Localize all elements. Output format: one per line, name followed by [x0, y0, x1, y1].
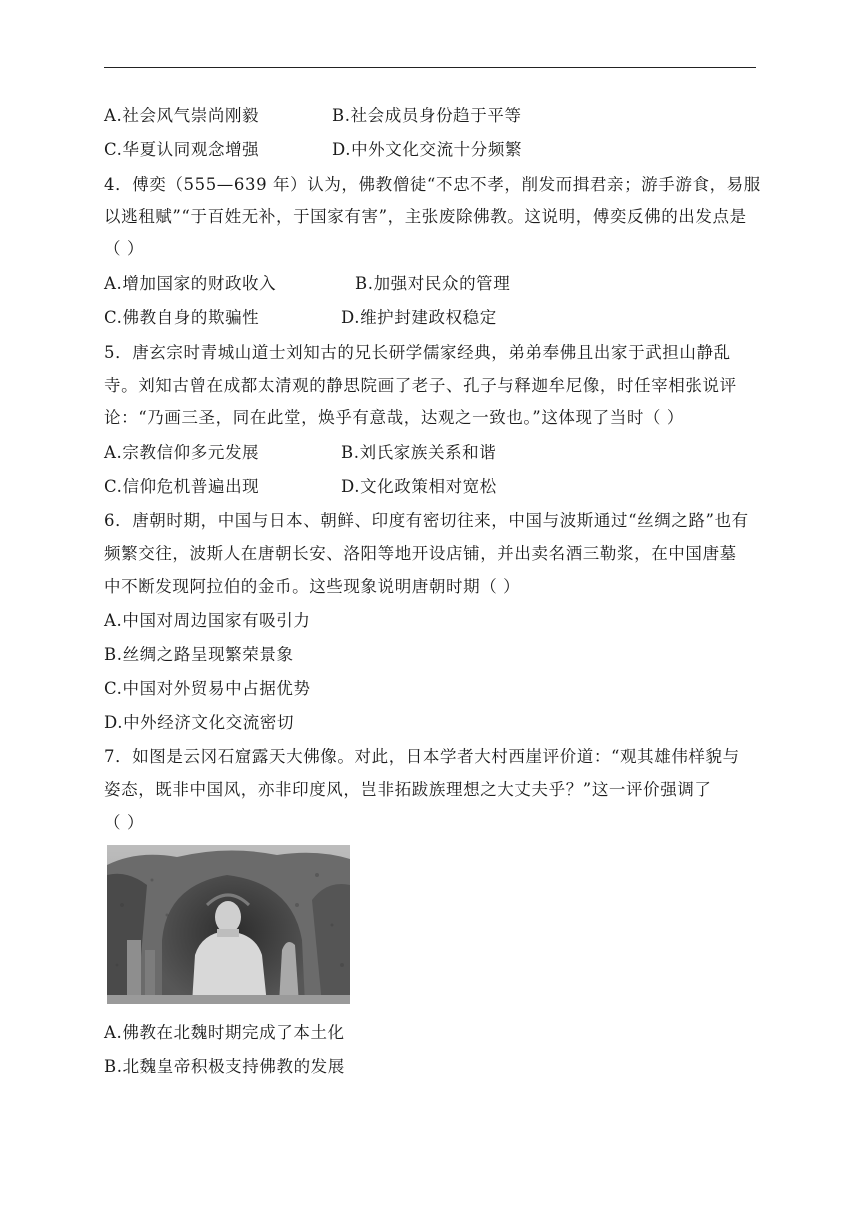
q6-option-d: D.中外经济文化交流密切: [104, 713, 295, 732]
q4-option-b: B.加强对民众的管理: [355, 274, 511, 293]
q7-stem-line-2: 姿态，既非中国风，亦非印度风，岂非拓跋族理想之大丈夫乎？”这一评价强调了: [104, 780, 712, 799]
q4-option-a: A.增加国家的财政收入: [104, 274, 277, 293]
q4-option-c: C.佛教自身的欺骗性: [104, 308, 260, 327]
q5-stem-line-2: 寺。刘知古曾在成都太清观的静思院画了老子、孔子与释迦牟尼像，时任宰相张说评: [104, 376, 737, 395]
q6-option-a: A.中国对周边国家有吸引力: [104, 611, 311, 630]
q6-stem-line-2: 频繁交往，波斯人在唐朝长安、洛阳等地开设店铺，并出卖名酒三勒浆，在中国唐墓: [104, 544, 737, 563]
q5-option-c: C.信仰危机普遍出现: [104, 477, 260, 496]
q5-stem-line-3: 论：“乃画三圣，同在此堂，焕乎有意哉，达观之一致也。”这体现了当时（ ）: [104, 408, 684, 427]
q5-option-b: B.刘氏家族关系和谐: [341, 443, 497, 462]
q4-stem-line-2: 以逃租赋”“于百姓无补，于国家有害”，主张废除佛教。这说明，傅奕反佛的出发点是: [104, 207, 747, 226]
q4-stem-line-1: 4．傅奕（555—639 年）认为，佛教僧徒“不忠不孝，削发而揖君亲；游手游食，易服: [104, 175, 761, 194]
q3-option-d: D.中外文化交流十分频繁: [332, 140, 523, 159]
q7-option-b: B.北魏皇帝积极支持佛教的发展: [104, 1057, 345, 1076]
q3-option-a: A.社会风气崇尚刚毅: [104, 106, 260, 125]
q3-option-c: C.华夏认同观念增强: [104, 140, 260, 159]
q5-option-a: A.宗教信仰多元发展: [104, 443, 260, 462]
q7-stem-line-1: 7．如图是云冈石窟露天大佛像。对此，日本学者大村西崖评价道：“观其雄伟样貌与: [104, 747, 740, 766]
q6-option-b: B.丝绸之路呈现繁荣景象: [104, 645, 294, 664]
yungang-grottoes-buddha-photo: [107, 845, 350, 1004]
q4-stem-line-3: （ ）: [104, 239, 145, 258]
q3-option-b: B.社会成员身份趋于平等: [332, 106, 522, 125]
q5-option-d: D.文化政策相对宽松: [341, 477, 497, 496]
q7-stem-line-3: （ ）: [104, 813, 145, 832]
q5-stem-line-1: 5．唐玄宗时青城山道士刘知古的兄长研学儒家经典，弟弟奉佛且出家于武担山静乱: [104, 343, 731, 362]
q6-stem-line-3: 中不断发现阿拉伯的金币。这些现象说明唐朝时期（ ）: [104, 577, 521, 596]
q4-option-d: D.维护封建政权稳定: [341, 308, 497, 327]
q6-stem-line-1: 6．唐朝时期，中国与日本、朝鲜、印度有密切往来，中国与波斯通过“丝绸之路”也有: [104, 511, 749, 530]
q7-option-a: A.佛教在北魏时期完成了本土化: [104, 1023, 345, 1042]
q6-option-c: C.中国对外贸易中占据优势: [104, 679, 311, 698]
header-rule: [104, 67, 756, 68]
